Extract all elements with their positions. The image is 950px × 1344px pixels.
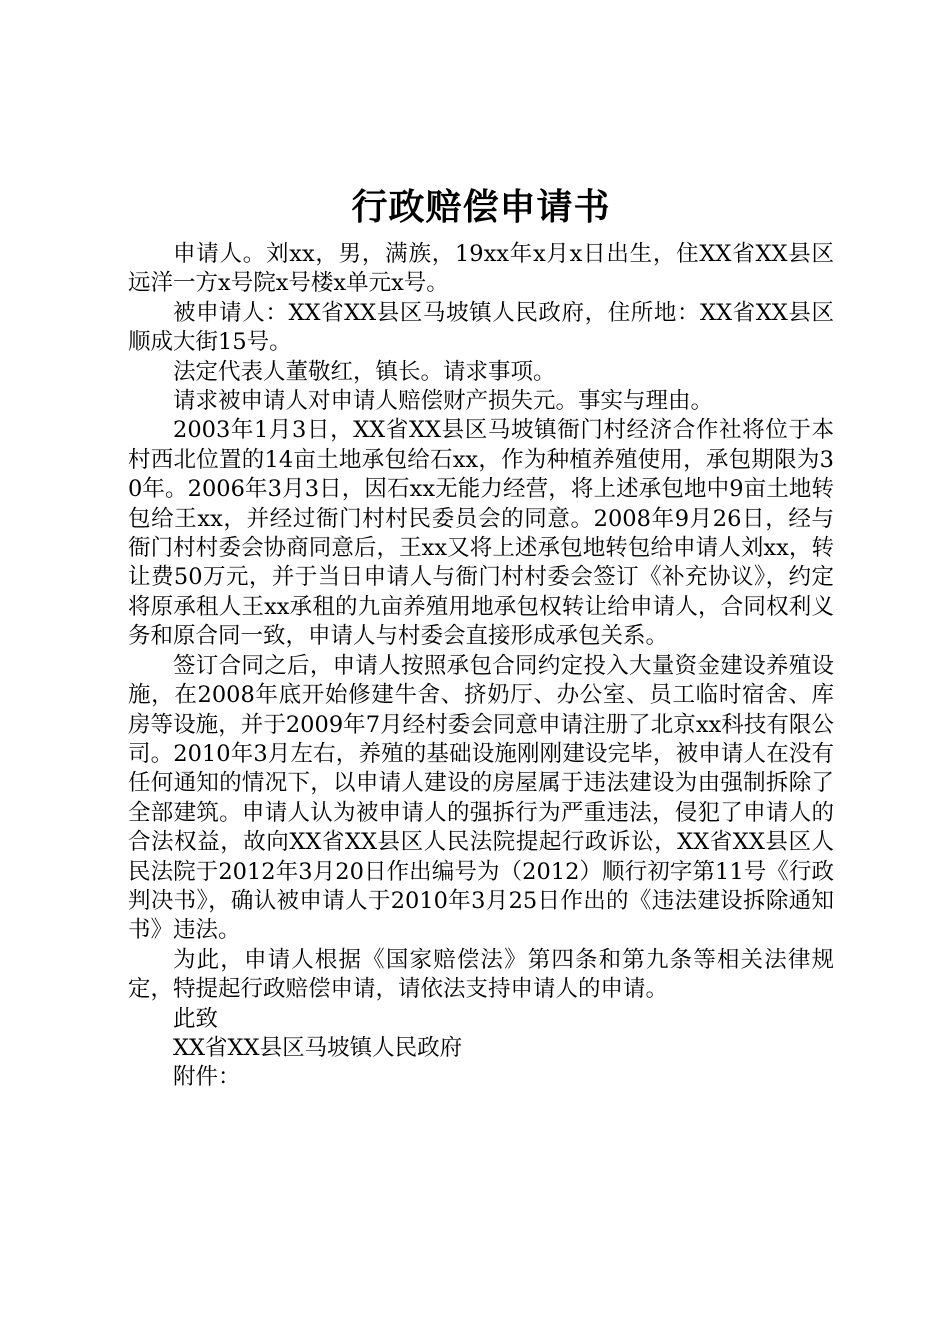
recipient-text: XX省XX县区马坡镇人民政府 [173, 1034, 463, 1061]
facts-paragraph-1: 2003年1月3日，XX省XX县区马坡镇衙门村经济合作社将位于本村西北位置的14亩土地承包给石xx，作为种植养殖使用，承包期限为30年。2006年3月3日，因石xx无能力经营，将上述承包地中9亩土地转包给王xx，并经过衙门村村民委员会的同意。2008年9月26日，经与衙门村村委会协商同意后，王xx又将上述承包地转包给申请人刘xx，转让费50万元，并于当日申请人与衙门村村委会签订《补充协议》，约定将原承租人王xx承租的九亩养殖用地承包权转让给申请人，合同权利义务和原合同一致，申请人与村委会直接形成承包关系。 [128, 417, 834, 650]
legal-representative-paragraph: 法定代表人董敬红，镇长。请求事项。 [173, 358, 556, 385]
facts-paragraph-2: 签订合同之后，申请人按照承包合同约定投入大量资金建设养殖设施，在2008年底开始修建牛舍、挤奶厅、办公室、员工临时宿舍、库房等设施，并于2009年7月经村委会同意申请注册了北京xx科技有限公司。2010年3月左右，养殖的基础设施刚刚建设完毕，被申请人在没有任何通知的情况下，以申请人建设的房屋属于违法建设为由强制拆除了全部建筑。申请人认为被申请人的强拆行为严重违法，侵犯了申请人的合法权益，故向XX省XX县区人民法院提起行政诉讼，XX省XX县区人民法院于2012年3月20日作出编号为（2012）顺行初字第11号《行政判决书》，确认被申请人于2010年3月25日作出的《违法建设拆除通知书》违法。 [128, 652, 834, 944]
document-page [128, 178, 834, 1093]
applicant-paragraph: 申请人。刘xx，男，满族，19xx年x月x日出生，住XX省XX县区远洋一方x号院x号楼x单元x号。 [128, 241, 834, 297]
conclusion-paragraph: 为此，申请人根据《国家赔偿法》第四条和第九条等相关法律规定，特提起行政赔偿申请，请依法支持申请人的申请。 [128, 946, 834, 1003]
attachment-label: 附件： [173, 1064, 241, 1091]
closing-text: 此致 [173, 1005, 219, 1032]
request-paragraph: 请求被申请人对申请人赔偿财产损失元。事实与理由。 [173, 388, 714, 415]
respondent-paragraph: 被申请人：XX省XX县区马坡镇人民政府，住所地：XX省XX县区顺成大街15号。 [128, 299, 834, 356]
document-title: 行政赔偿申请书 [351, 187, 611, 228]
